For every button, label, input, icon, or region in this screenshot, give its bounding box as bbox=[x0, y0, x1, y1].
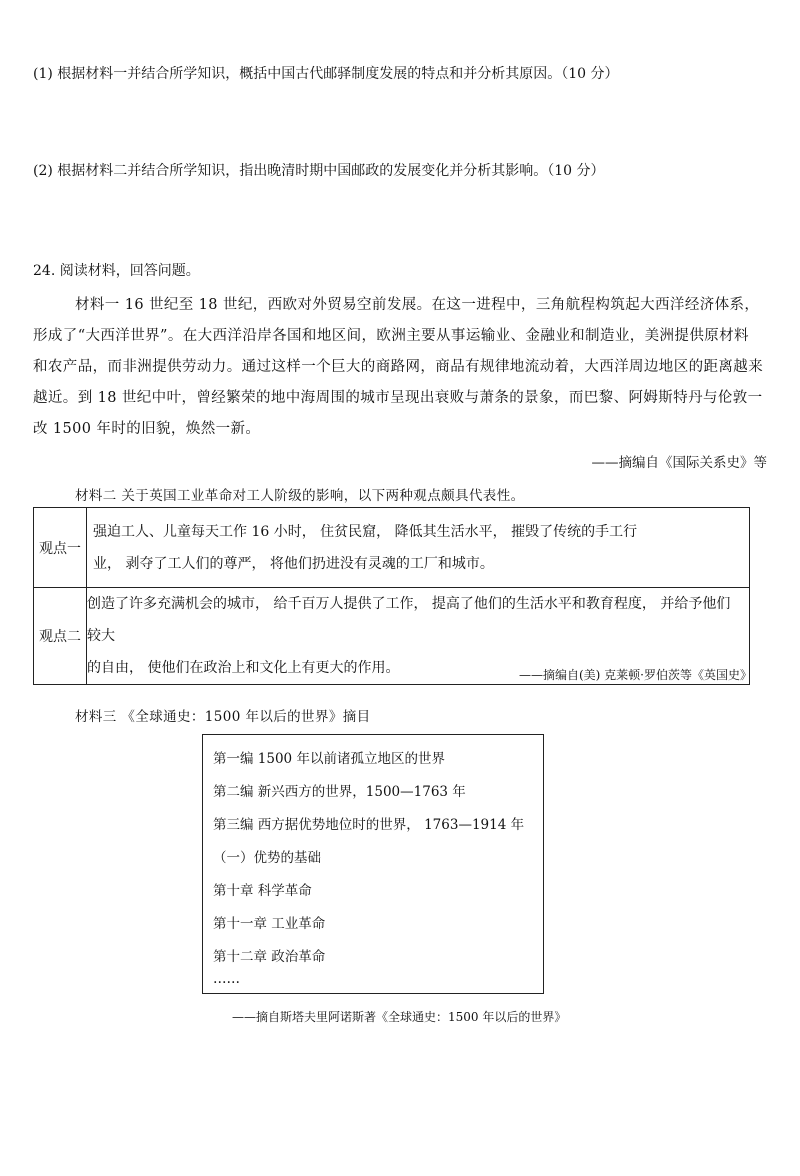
toc-item-2: 第二编 新兴西方的世界，1500—1763 年 bbox=[213, 784, 466, 800]
question-24-title: 24. 阅读材料，回答问题。 bbox=[33, 263, 200, 279]
material3-source: ——摘自斯塔夫里阿诺斯著《全球通史：1500 年以后的世界》 bbox=[232, 1010, 567, 1024]
toc-item-1: 第一编 1500 年以前诸孤立地区的世界 bbox=[213, 751, 445, 767]
material1-line-1: 材料一 16 世纪至 18 世纪，西欧对外贸易空前发展。在这一进程中，三角航程构筑起大西洋经济体系， bbox=[75, 297, 760, 313]
toc-item-6: 第十一章 工业革命 bbox=[213, 916, 326, 932]
toc-item-3: 第三编 西方据优势地位时的世界， 1763—1914 年 bbox=[213, 817, 525, 833]
viewpoint-2-line-2: 的自由， 使他们在政治上和文化上有更大的作用。 bbox=[87, 660, 400, 676]
viewpoint-2-label: 观点二 bbox=[34, 588, 87, 685]
material1-line-3: 和农产品，而非洲提供劳动力。通过这样一个巨大的商路网，商品有规律地流动着，大西洋周边地区的距离越来 bbox=[33, 359, 764, 375]
viewpoint-1-line-2: 业， 剥夺了工人们的尊严， 将他们扔进没有灵魂的工厂和城市。 bbox=[93, 555, 494, 572]
toc-item-7: 第十二章 政治革命 bbox=[213, 949, 326, 965]
viewpoint-1-line-1: 强迫工人、儿童每天工作 16 小时， 住贫民窟， 降低其生活水平， 摧毁了传统的手工行 bbox=[93, 523, 638, 540]
material1-line-4: 越近。到 18 世纪中叶，曾经繁荣的地中海周围的城市呈现出衰败与萧条的景象，而巴黎、阿姆斯特丹与伦敦一 bbox=[33, 390, 763, 406]
viewpoints-table bbox=[33, 507, 750, 685]
toc-item-8: …… bbox=[213, 971, 240, 987]
toc-item-4: （一）优势的基础 bbox=[213, 850, 321, 866]
material1-line-5: 改 1500 年时的旧貌，焕然一新。 bbox=[33, 421, 261, 437]
viewpoint-1-content bbox=[87, 508, 750, 588]
viewpoint-2-line-1: 创造了许多充满机会的城市， 给千百万人提供了工作， 提高了他们的生活水平和教育程度， 并给予他们较大 bbox=[87, 596, 731, 644]
material2-source: ——摘编自(美) 克莱顿·罗伯茨等《英国史》 bbox=[519, 668, 752, 682]
material2-intro: 材料二 关于英国工业革命对工人阶级的影响，以下两种观点颇具代表性。 bbox=[75, 488, 525, 504]
table-of-contents-box bbox=[202, 734, 544, 994]
material1-source: ——摘编自《国际关系史》等 bbox=[591, 455, 767, 471]
material3-intro: 材料三 《全球通史：1500 年以后的世界》摘目 bbox=[75, 709, 371, 725]
question-1: (1) 根据材料一并结合所学知识，概括中国古代邮驿制度发展的特点和并分析其原因。（10 分） bbox=[33, 66, 619, 82]
viewpoint-1-label: 观点一 bbox=[34, 508, 87, 588]
question-2: (2) 根据材料二并结合所学知识，指出晚清时期中国邮政的发展变化并分析其影响。（10 分） bbox=[33, 163, 605, 179]
toc-item-5: 第十章 科学革命 bbox=[213, 883, 312, 899]
material1-line-2: 形成了“大西洋世界”。在大西洋沿岸各国和地区间，欧洲主要从事运输业、金融业和制造业，美洲提供原材料 bbox=[33, 328, 749, 344]
viewpoint-row-1 bbox=[34, 508, 750, 588]
